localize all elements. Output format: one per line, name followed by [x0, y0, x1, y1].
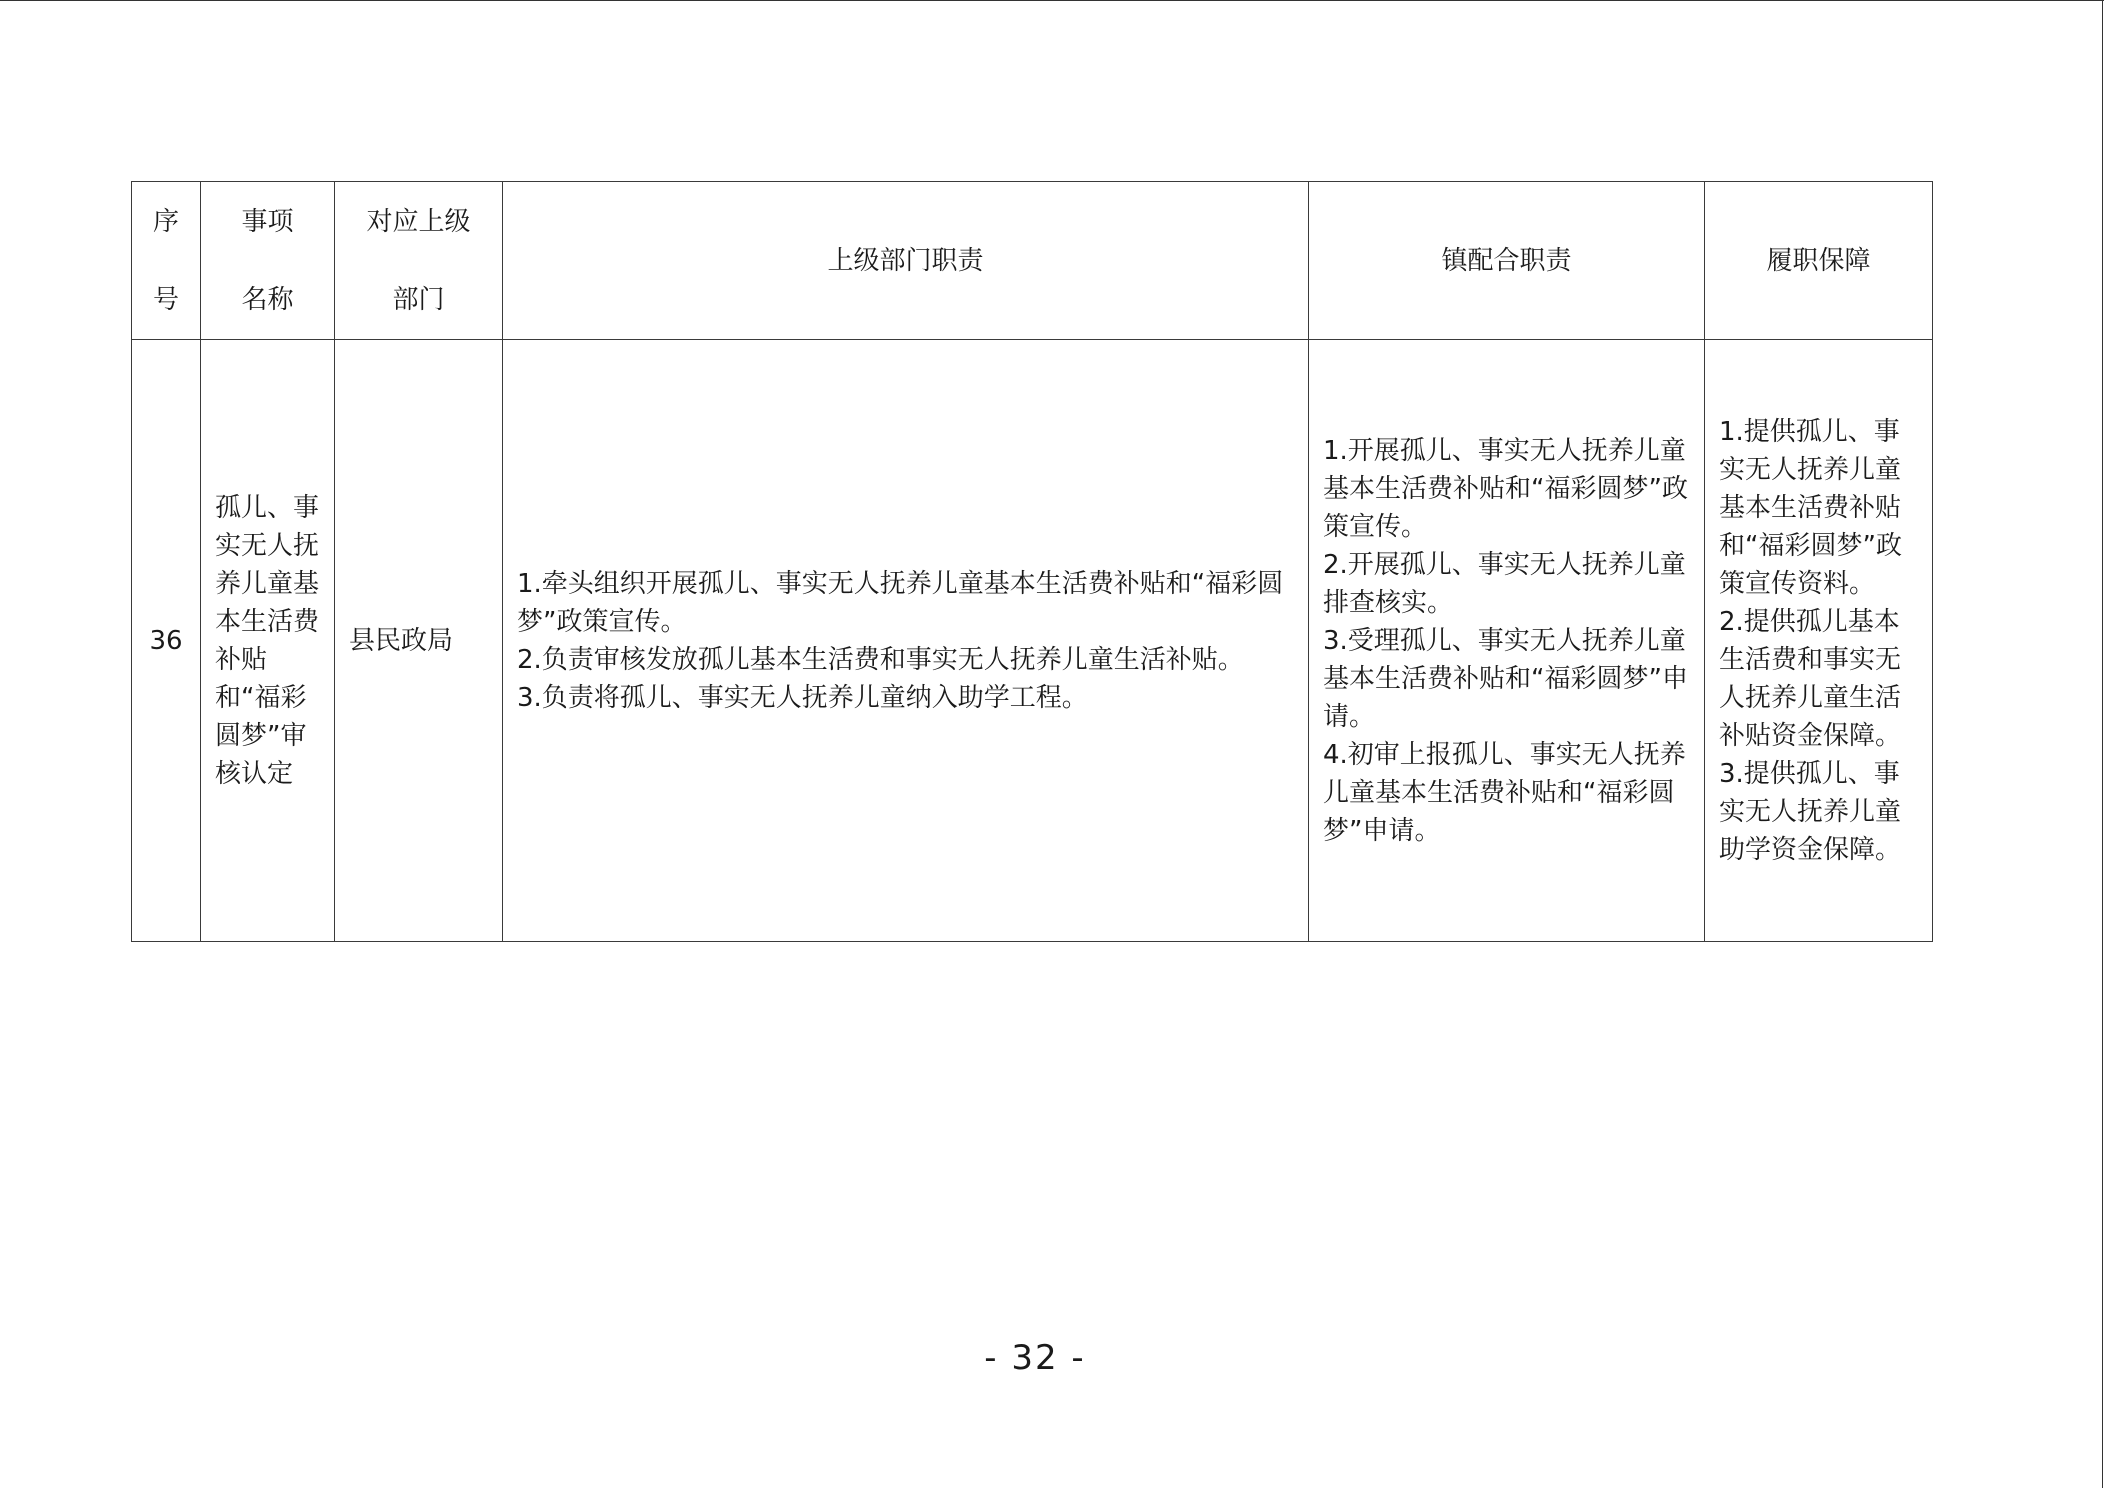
header-superior-dept-line-2: 部门 [392, 284, 445, 315]
cell-town-duty [1309, 340, 1705, 942]
header-guarantee: 履职保障 [1705, 182, 1933, 340]
town-duty-item: 2.开展孤儿、事实无人抚养儿童排查核实。 [1323, 549, 1686, 618]
header-superior-dept [335, 182, 503, 340]
header-item-name-line-1: 事项 [241, 206, 294, 237]
table-row [132, 340, 1933, 942]
superior-duty-item: 3.负责将孤儿、事实无人抚养儿童纳入助学工程。 [517, 682, 1088, 713]
header-seq-line-1: 序 [152, 206, 179, 237]
guarantee-item: 2.提供孤儿基本生活费和事实无人抚养儿童生活补贴资金保障。 [1719, 606, 1902, 751]
town-duty-item: 3.受理孤儿、事实无人抚养儿童基本生活费补贴和“福彩圆梦”申请。 [1323, 625, 1688, 732]
town-duty-item: 1.开展孤儿、事实无人抚养儿童基本生活费补贴和“福彩圆梦”政策宣传。 [1323, 435, 1688, 542]
page-right-border [2102, 0, 2103, 1488]
town-duty-item: 4.初审上报孤儿、事实无人抚养儿童基本生活费补贴和“福彩圆梦”申请。 [1323, 739, 1686, 846]
table-header-row [132, 182, 1933, 340]
superior-duty-item: 1.牵头组织开展孤儿、事实无人抚养儿童基本生活费补贴和“福彩圆梦”政策宣传。 [517, 568, 1284, 637]
cell-seq: 36 [132, 340, 201, 942]
page-number: - 32 - [984, 1338, 1086, 1378]
guarantee-item: 1.提供孤儿、事实无人抚养儿童基本生活费补贴和“福彩圆梦”政策宣传资料。 [1719, 416, 1902, 599]
cell-item-name: 孤儿、事实无人抚养儿童基本生活费补贴和“福彩圆梦”审核认定 [201, 340, 335, 942]
header-town-duty: 镇配合职责 [1309, 182, 1705, 340]
header-item-name-line-2: 名称 [241, 284, 294, 315]
cell-guarantee [1705, 340, 1933, 942]
header-seq-line-2: 号 [152, 284, 179, 315]
superior-duty-item: 2.负责审核发放孤儿基本生活费和事实无人抚养儿童生活补贴。 [517, 644, 1244, 675]
header-superior-duty: 上级部门职责 [503, 182, 1309, 340]
cell-superior-duty [503, 340, 1309, 942]
header-seq [132, 182, 201, 340]
cell-superior-dept: 县民政局 [335, 340, 503, 942]
page-top-border [0, 0, 2104, 1]
guarantee-item: 3.提供孤儿、事实无人抚养儿童助学资金保障。 [1719, 758, 1902, 865]
header-item-name [201, 182, 335, 340]
header-superior-dept-line-1: 对应上级 [366, 206, 471, 237]
duty-table [131, 181, 1933, 942]
